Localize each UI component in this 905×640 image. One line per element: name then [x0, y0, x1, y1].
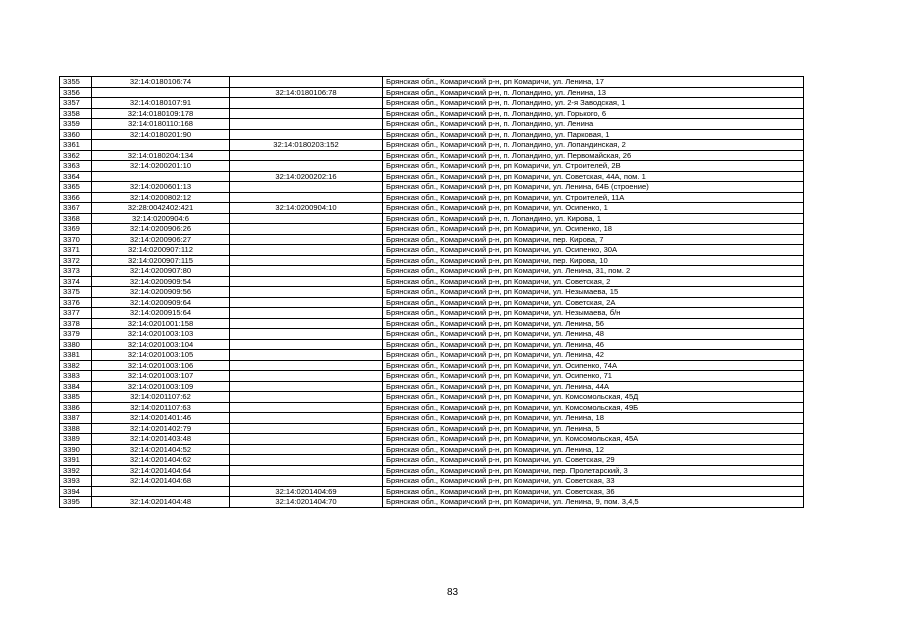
cadastral-number-cell: 32:14:0201404:52	[92, 444, 230, 455]
table-row	[60, 371, 804, 382]
address-cell: Брянская обл., Комаричский р-н, рп Комаричи, ул. Ленина, 5	[383, 423, 804, 434]
table-row	[60, 402, 804, 413]
row-number-cell: 3379	[60, 329, 92, 340]
address-cell: Брянская обл., Комаричский р-н, п. Лопандино, ул. Кирова, 1	[383, 213, 804, 224]
address-cell: Брянская обл., Комаричский р-н, рп Комаричи, ул. Советская, 2А	[383, 297, 804, 308]
related-cadastral-number-cell	[230, 266, 383, 277]
row-number-cell: 3366	[60, 192, 92, 203]
cadastral-number-cell: 32:14:0200909:54	[92, 276, 230, 287]
cadastral-number-cell: 32:14:0201404:48	[92, 497, 230, 508]
address-cell: Брянская обл., Комаричский р-н, рп Комаричи, ул. Комсомольская, 45А	[383, 434, 804, 445]
related-cadastral-number-cell	[230, 339, 383, 350]
related-cadastral-number-cell	[230, 308, 383, 319]
cadastral-number-cell: 32:14:0201001:158	[92, 318, 230, 329]
related-cadastral-number-cell: 32:14:0180203:152	[230, 140, 383, 151]
related-cadastral-number-cell	[230, 371, 383, 382]
table-row	[60, 486, 804, 497]
address-cell: Брянская обл., Комаричский р-н, рп Комаричи, ул. Строителей, 2В	[383, 161, 804, 172]
cadastral-number-cell: 32:14:0200907:80	[92, 266, 230, 277]
row-number-cell: 3382	[60, 360, 92, 371]
address-cell: Брянская обл., Комаричский р-н, рп Комаричи, пер. Пролетарский, 3	[383, 465, 804, 476]
table-row	[60, 255, 804, 266]
related-cadastral-number-cell: 32:14:0200904:10	[230, 203, 383, 214]
address-cell: Брянская обл., Комаричский р-н, рп Комаричи, ул. Ленина, 18	[383, 413, 804, 424]
cadastral-number-cell: 32:14:0201402:79	[92, 423, 230, 434]
row-number-cell: 3360	[60, 129, 92, 140]
table-row	[60, 224, 804, 235]
register-table-body	[60, 77, 804, 508]
table-row	[60, 308, 804, 319]
cadastral-number-cell: 32:14:0180106:74	[92, 77, 230, 88]
table-row	[60, 182, 804, 193]
address-cell: Брянская обл., Комаричский р-н, рп Комаричи, ул. Незымаева, б/н	[383, 308, 804, 319]
table-row	[60, 476, 804, 487]
cadastral-number-cell: 32:14:0201404:62	[92, 455, 230, 466]
cadastral-number-cell: 32:14:0201003:104	[92, 339, 230, 350]
cadastral-number-cell: 32:14:0201003:105	[92, 350, 230, 361]
row-number-cell: 3365	[60, 182, 92, 193]
table-row	[60, 140, 804, 151]
row-number-cell: 3359	[60, 119, 92, 130]
cadastral-number-cell: 32:14:0201401:46	[92, 413, 230, 424]
table-row	[60, 297, 804, 308]
row-number-cell: 3373	[60, 266, 92, 277]
row-number-cell: 3395	[60, 497, 92, 508]
cadastral-number-cell	[92, 486, 230, 497]
cadastral-number-cell	[92, 171, 230, 182]
related-cadastral-number-cell: 32:14:0180106:78	[230, 87, 383, 98]
row-number-cell: 3357	[60, 98, 92, 109]
address-cell: Брянская обл., Комаричский р-н, п. Лопандино, ул. Ленина	[383, 119, 804, 130]
row-number-cell: 3363	[60, 161, 92, 172]
row-number-cell: 3380	[60, 339, 92, 350]
row-number-cell: 3358	[60, 108, 92, 119]
address-cell: Брянская обл., Комаричский р-н, рп Комаричи, ул. Ленина, 17	[383, 77, 804, 88]
table-row	[60, 119, 804, 130]
address-cell: Брянская обл., Комаричский р-н, рп Комаричи, ул. Комсомольская, 45Д	[383, 392, 804, 403]
page-number: 83	[446, 587, 459, 598]
address-cell: Брянская обл., Комаричский р-н, рп Комаричи, ул. Советская, 36	[383, 486, 804, 497]
address-cell: Брянская обл., Комаричский р-н, рп Комаричи, ул. Строителей, 11А	[383, 192, 804, 203]
row-number-cell: 3376	[60, 297, 92, 308]
related-cadastral-number-cell	[230, 119, 383, 130]
register-table	[59, 76, 804, 508]
row-number-cell: 3370	[60, 234, 92, 245]
cadastral-number-cell: 32:14:0201003:103	[92, 329, 230, 340]
cadastral-number-cell: 32:14:0201003:109	[92, 381, 230, 392]
address-cell: Брянская обл., Комаричский р-н, рп Комаричи, ул. Ленина, 56	[383, 318, 804, 329]
address-cell: Брянская обл., Комаричский р-н, рп Комаричи, ул. Осипенко, 74А	[383, 360, 804, 371]
address-cell: Брянская обл., Комаричский р-н, рп Комаричи, ул. Ленина, 48	[383, 329, 804, 340]
related-cadastral-number-cell	[230, 297, 383, 308]
cadastral-number-cell: 32:14:0180204:134	[92, 150, 230, 161]
address-cell: Брянская обл., Комаричский р-н, рп Комаричи, ул. Ленина, 46	[383, 339, 804, 350]
table-row	[60, 213, 804, 224]
cadastral-number-cell: 32:14:0180110:168	[92, 119, 230, 130]
row-number-cell: 3356	[60, 87, 92, 98]
address-cell: Брянская обл., Комаричский р-н, рп Комаричи, ул. Советская, 44А, пом. 1	[383, 171, 804, 182]
related-cadastral-number-cell	[230, 402, 383, 413]
row-number-cell: 3388	[60, 423, 92, 434]
table-row	[60, 392, 804, 403]
table-row	[60, 161, 804, 172]
table-row	[60, 413, 804, 424]
table-row	[60, 234, 804, 245]
address-cell: Брянская обл., Комаричский р-н, рп Комаричи, ул. Комсомольская, 49Б	[383, 402, 804, 413]
row-number-cell: 3385	[60, 392, 92, 403]
table-row	[60, 171, 804, 182]
cadastral-number-cell: 32:14:0201404:68	[92, 476, 230, 487]
related-cadastral-number-cell	[230, 108, 383, 119]
row-number-cell: 3368	[60, 213, 92, 224]
cadastral-number-cell: 32:14:0200601:13	[92, 182, 230, 193]
table-row	[60, 77, 804, 88]
row-number-cell: 3355	[60, 77, 92, 88]
related-cadastral-number-cell	[230, 192, 383, 203]
related-cadastral-number-cell	[230, 234, 383, 245]
table-row	[60, 444, 804, 455]
row-number-cell: 3383	[60, 371, 92, 382]
table-row	[60, 360, 804, 371]
table-row	[60, 276, 804, 287]
address-cell: Брянская обл., Комаричский р-н, рп Комаричи, ул. Осипенко, 30А	[383, 245, 804, 256]
address-cell: Брянская обл., Комаричский р-н, рп Комаричи, ул. Осипенко, 18	[383, 224, 804, 235]
address-cell: Брянская обл., Комаричский р-н, п. Лопандино, ул. Лопандинская, 2	[383, 140, 804, 151]
row-number-cell: 3369	[60, 224, 92, 235]
address-cell: Брянская обл., Комаричский р-н, рп Комаричи, ул. Ленина, 9, пом. 3,4,5	[383, 497, 804, 508]
row-number-cell: 3377	[60, 308, 92, 319]
related-cadastral-number-cell	[230, 350, 383, 361]
related-cadastral-number-cell	[230, 318, 383, 329]
address-cell: Брянская обл., Комаричский р-н, рп Комаричи, ул. Осипенко, 71	[383, 371, 804, 382]
related-cadastral-number-cell	[230, 444, 383, 455]
cadastral-number-cell: 32:14:0200906:26	[92, 224, 230, 235]
table-row	[60, 203, 804, 214]
related-cadastral-number-cell	[230, 287, 383, 298]
cadastral-number-cell: 32:28:0042402:421	[92, 203, 230, 214]
table-row	[60, 98, 804, 109]
address-cell: Брянская обл., Комаричский р-н, п. Лопандино, ул. Парковая, 1	[383, 129, 804, 140]
table-row	[60, 497, 804, 508]
address-cell: Брянская обл., Комаричский р-н, рп Комаричи, ул. Ленина, 31, пом. 2	[383, 266, 804, 277]
table-row	[60, 192, 804, 203]
address-cell: Брянская обл., Комаричский р-н, п. Лопандино, ул. 2-я Заводская, 1	[383, 98, 804, 109]
cadastral-number-cell: 32:14:0180109:178	[92, 108, 230, 119]
related-cadastral-number-cell	[230, 465, 383, 476]
related-cadastral-number-cell: 32:14:0200202:16	[230, 171, 383, 182]
table-row	[60, 287, 804, 298]
cadastral-number-cell	[92, 87, 230, 98]
related-cadastral-number-cell	[230, 423, 383, 434]
table-row	[60, 87, 804, 98]
table-row	[60, 423, 804, 434]
cadastral-number-cell: 32:14:0200906:27	[92, 234, 230, 245]
related-cadastral-number-cell	[230, 245, 383, 256]
cadastral-number-cell: 32:14:0200201:10	[92, 161, 230, 172]
address-cell: Брянская обл., Комаричский р-н, рп Комаричи, пер. Кирова, 10	[383, 255, 804, 266]
related-cadastral-number-cell	[230, 413, 383, 424]
address-cell: Брянская обл., Комаричский р-н, рп Комаричи, ул. Ленина, 12	[383, 444, 804, 455]
row-number-cell: 3372	[60, 255, 92, 266]
address-cell: Брянская обл., Комаричский р-н, рп Комаричи, ул. Незымаева, 15	[383, 287, 804, 298]
related-cadastral-number-cell	[230, 77, 383, 88]
address-cell: Брянская обл., Комаричский р-н, рп Комаричи, ул. Советская, 33	[383, 476, 804, 487]
cadastral-number-cell: 32:14:0180201:90	[92, 129, 230, 140]
table-row	[60, 434, 804, 445]
related-cadastral-number-cell	[230, 161, 383, 172]
cadastral-number-cell: 32:14:0201403:48	[92, 434, 230, 445]
row-number-cell: 3381	[60, 350, 92, 361]
related-cadastral-number-cell: 32:14:0201404:70	[230, 497, 383, 508]
cadastral-number-cell: 32:14:0200909:64	[92, 297, 230, 308]
row-number-cell: 3392	[60, 465, 92, 476]
address-cell: Брянская обл., Комаричский р-н, рп Комаричи, ул. Советская, 2	[383, 276, 804, 287]
related-cadastral-number-cell	[230, 476, 383, 487]
address-cell: Брянская обл., Комаричский р-н, рп Комаричи, ул. Ленина, 42	[383, 350, 804, 361]
table-row	[60, 108, 804, 119]
row-number-cell: 3375	[60, 287, 92, 298]
related-cadastral-number-cell	[230, 381, 383, 392]
row-number-cell: 3367	[60, 203, 92, 214]
cadastral-number-cell: 32:14:0201107:62	[92, 392, 230, 403]
address-cell: Брянская обл., Комаричский р-н, рп Комаричи, ул. Ленина, 64Б (строение)	[383, 182, 804, 193]
table-row	[60, 350, 804, 361]
related-cadastral-number-cell	[230, 150, 383, 161]
row-number-cell: 3390	[60, 444, 92, 455]
address-cell: Брянская обл., Комаричский р-н, п. Лопандино, ул. Первомайская, 26	[383, 150, 804, 161]
cadastral-number-cell: 32:14:0200802:12	[92, 192, 230, 203]
cadastral-number-cell: 32:14:0201404:64	[92, 465, 230, 476]
row-number-cell: 3362	[60, 150, 92, 161]
row-number-cell: 3391	[60, 455, 92, 466]
cadastral-number-cell: 32:14:0200915:64	[92, 308, 230, 319]
cadastral-number-cell	[92, 140, 230, 151]
row-number-cell: 3364	[60, 171, 92, 182]
address-cell: Брянская обл., Комаричский р-н, рп Комаричи, ул. Осипенко, 1	[383, 203, 804, 214]
table-row	[60, 339, 804, 350]
related-cadastral-number-cell	[230, 255, 383, 266]
table-row	[60, 266, 804, 277]
row-number-cell: 3387	[60, 413, 92, 424]
address-cell: Брянская обл., Комаричский р-н, рп Комаричи, ул. Ленина, 44А	[383, 381, 804, 392]
related-cadastral-number-cell	[230, 434, 383, 445]
row-number-cell: 3371	[60, 245, 92, 256]
address-cell: Брянская обл., Комаричский р-н, рп Комаричи, ул. Советская, 29	[383, 455, 804, 466]
table-row	[60, 150, 804, 161]
row-number-cell: 3384	[60, 381, 92, 392]
table-row	[60, 455, 804, 466]
address-cell: Брянская обл., Комаричский р-н, рп Комаричи, пер. Кирова, 7	[383, 234, 804, 245]
cadastral-number-cell: 32:14:0200907:115	[92, 255, 230, 266]
address-cell: Брянская обл., Комаричский р-н, п. Лопандино, ул. Горького, 6	[383, 108, 804, 119]
row-number-cell: 3393	[60, 476, 92, 487]
related-cadastral-number-cell	[230, 213, 383, 224]
row-number-cell: 3378	[60, 318, 92, 329]
cadastral-number-cell: 32:14:0200909:56	[92, 287, 230, 298]
table-row	[60, 465, 804, 476]
cadastral-number-cell: 32:14:0200904:6	[92, 213, 230, 224]
row-number-cell: 3394	[60, 486, 92, 497]
cadastral-number-cell: 32:14:0201003:106	[92, 360, 230, 371]
address-cell: Брянская обл., Комаричский р-н, п. Лопандино, ул. Ленина, 13	[383, 87, 804, 98]
related-cadastral-number-cell	[230, 329, 383, 340]
row-number-cell: 3374	[60, 276, 92, 287]
table-row	[60, 318, 804, 329]
table-row	[60, 245, 804, 256]
table-row	[60, 129, 804, 140]
cadastral-number-cell: 32:14:0201107:63	[92, 402, 230, 413]
table-row	[60, 381, 804, 392]
cadastral-number-cell: 32:14:0180107:91	[92, 98, 230, 109]
related-cadastral-number-cell	[230, 276, 383, 287]
row-number-cell: 3361	[60, 140, 92, 151]
related-cadastral-number-cell	[230, 129, 383, 140]
related-cadastral-number-cell: 32:14:0201404:69	[230, 486, 383, 497]
related-cadastral-number-cell	[230, 455, 383, 466]
cadastral-number-cell: 32:14:0200907:112	[92, 245, 230, 256]
cadastral-number-cell: 32:14:0201003:107	[92, 371, 230, 382]
row-number-cell: 3389	[60, 434, 92, 445]
row-number-cell: 3386	[60, 402, 92, 413]
related-cadastral-number-cell	[230, 182, 383, 193]
related-cadastral-number-cell	[230, 360, 383, 371]
table-row	[60, 329, 804, 340]
related-cadastral-number-cell	[230, 98, 383, 109]
related-cadastral-number-cell	[230, 392, 383, 403]
related-cadastral-number-cell	[230, 224, 383, 235]
